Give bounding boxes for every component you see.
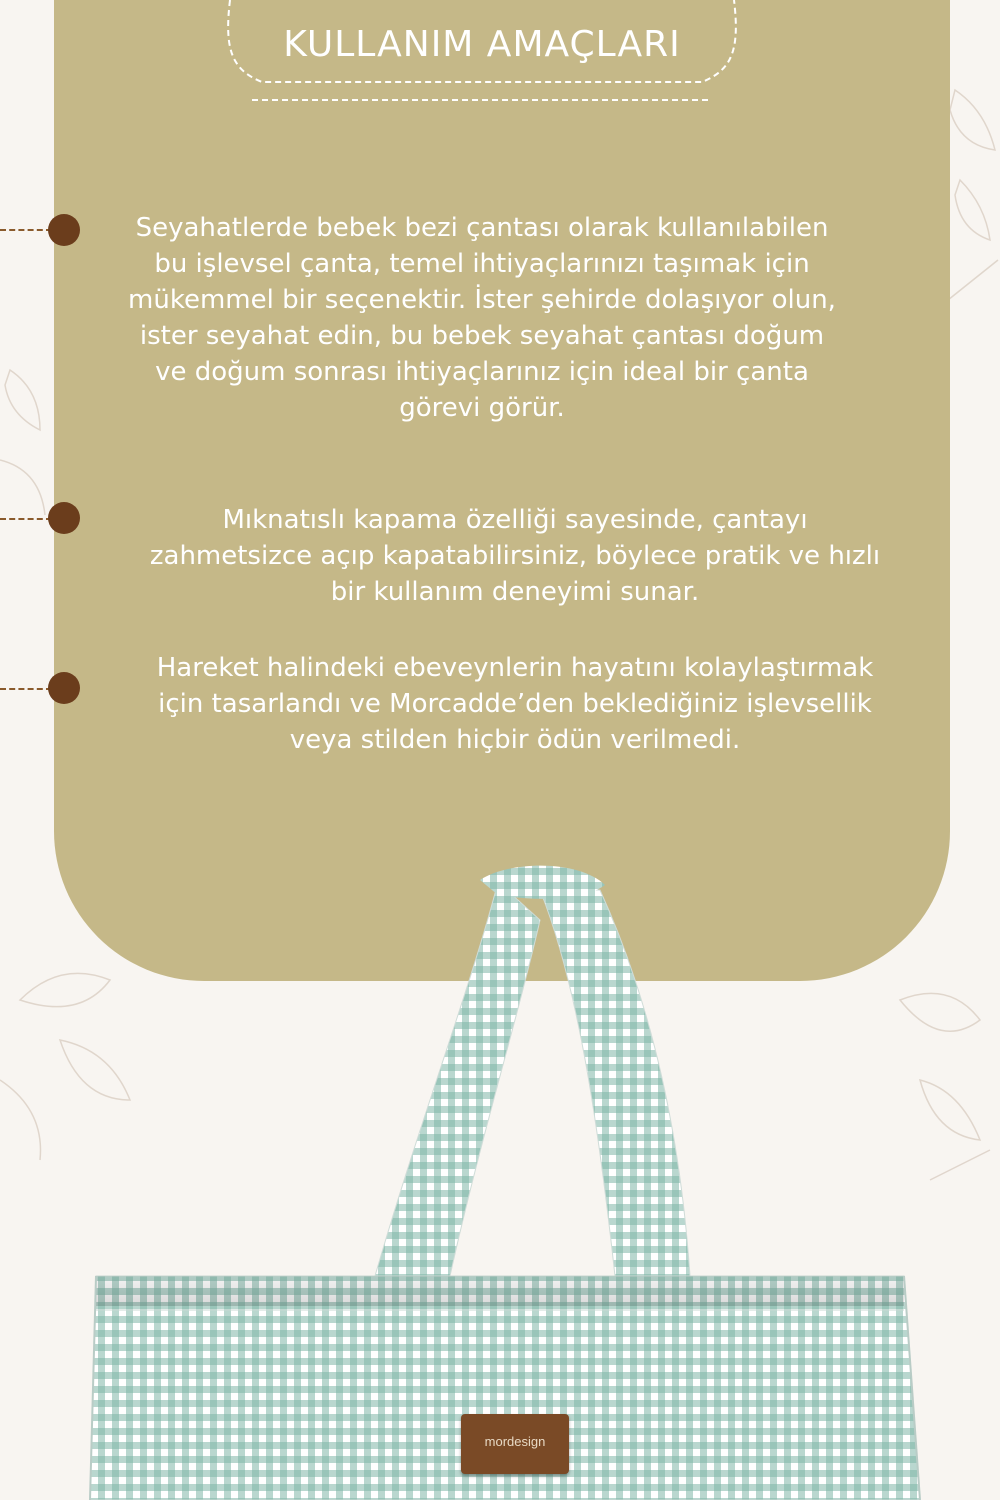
bullet-leader-line [0,688,52,690]
bullet-dot-icon [48,502,80,534]
bullet-dot-icon [48,672,80,704]
gingham-tote-bag-image [0,840,1000,1500]
brand-logo-patch [461,1414,569,1474]
usage-paragraph-2: Mıknatıslı kapama özelliği sayesinde, çantayı zahmetsizce açıp kapatabilirsiniz, böylece pratik ve hızlı bir kullanım deneyimi sunar. [149,505,881,607]
brand-logo-text: mordesign [484,1434,546,1449]
page-title: KULLANIM AMAÇLARI [283,24,681,65]
bullet-dot-icon [48,214,80,246]
bullet-leader-line [0,518,52,520]
bullet-leader-line [0,229,52,231]
usage-paragraph-3: Hareket halindeki ebeveynlerin hayatını kolaylaştırmak için tasarlandı ve Morcadde’den beklediğiniz işlevsellik veya stilden hiçbir ödün verilmedi. [156,653,874,755]
info-panel [54,0,950,981]
usage-paragraph-1: Seyahatlerde bebek bezi çantası olarak kullanılabilen bu işlevsel çanta, temel ihtiyaçlarınızı taşımak için mükemmel bir seçenektir. İster şehirde dolaşıyor olun, ister seyahat edin, bu bebek seyahat çantası doğum ve doğum sonrası ihtiyaçlarınız için ideal bir çanta görevi görür. [128,213,836,423]
